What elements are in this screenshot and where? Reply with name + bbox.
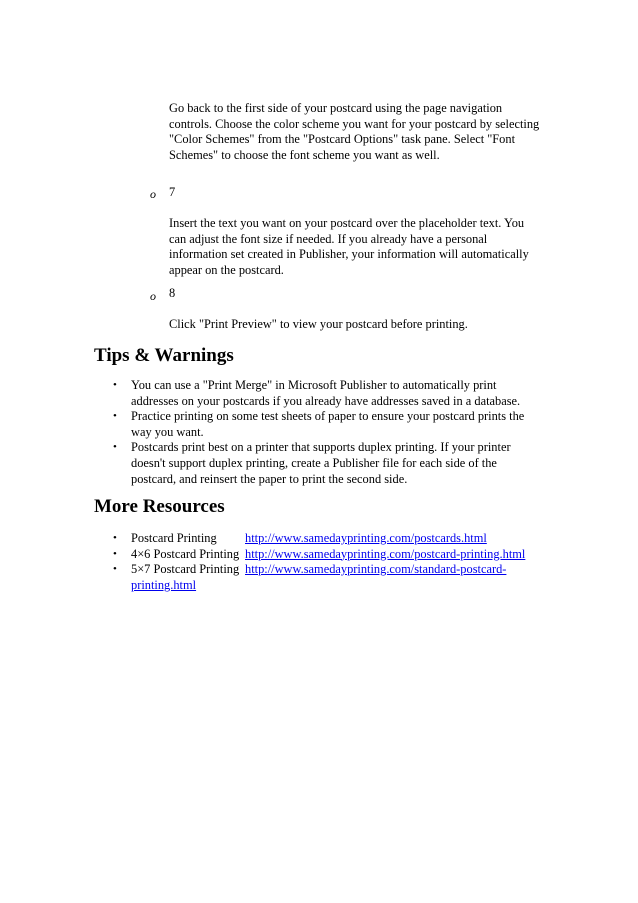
list-item bbox=[113, 547, 553, 563]
step-paragraph: Insert the text you want on your postcard over the placeholder text. You can adjust the font size if needed. If you already have a personal information set created in Publisher, your information will automatically appear on the postcard. bbox=[169, 216, 529, 277]
resource-label: Postcard Printing bbox=[131, 531, 217, 545]
list-item bbox=[113, 531, 553, 547]
list-item bbox=[113, 562, 553, 593]
list-item bbox=[113, 409, 553, 440]
resource-link[interactable]: http://www.samedayprinting.com/postcards.html bbox=[245, 531, 487, 545]
resource-link[interactable]: http://www.samedayprinting.com/standard-postcard- printing.html bbox=[131, 562, 507, 592]
bullet-icon: • bbox=[113, 563, 117, 576]
resource-link[interactable]: http://www.samedayprinting.com/postcard-printing.html bbox=[245, 546, 526, 561]
resources-list bbox=[113, 531, 553, 593]
tip-text: You can use a "Print Merge" in Microsoft Publisher to automatically print addresses on your postcards if you already have addresses saved in a database. bbox=[131, 378, 521, 408]
step-bullet-icon: o bbox=[150, 289, 156, 303]
bullet-icon: • bbox=[113, 532, 117, 544]
resources-heading: More Resources bbox=[94, 496, 225, 517]
list-item bbox=[113, 378, 553, 409]
step-paragraph: Go back to the first side of your postcard using the page navigation controls. Choose the color scheme you want for your postcard by selecting "Color Schemes" from the "Postcard Options" task pane. Select "Font Schemes" to choose the font scheme you want as well. bbox=[169, 101, 540, 162]
tips-list bbox=[113, 378, 553, 487]
bullet-icon: • bbox=[113, 410, 117, 423]
resource-label: 5×7 Postcard Printing bbox=[131, 562, 240, 577]
tip-text: Postcards print best on a printer that supports duplex printing. If your printer doesn't support duplex printing, create a Publisher file for each side of the postcard, and reinsert the paper to print the second side. bbox=[131, 440, 511, 486]
resource-label: 4×6 Postcard Printing bbox=[131, 546, 240, 561]
bullet-icon: • bbox=[113, 547, 117, 560]
bullet-icon: • bbox=[113, 379, 117, 391]
step-number: 7 bbox=[169, 185, 176, 199]
tip-text: Practice printing on some test sheets of paper to ensure your postcard prints the way you want. bbox=[131, 409, 525, 439]
tips-heading: Tips & Warnings bbox=[94, 345, 234, 366]
list-item bbox=[113, 440, 553, 487]
step-paragraph: Click "Print Preview" to view your postcard before printing. bbox=[169, 317, 468, 331]
bullet-icon: • bbox=[113, 441, 117, 454]
step-number: 8 bbox=[169, 286, 176, 300]
step-bullet-icon: o bbox=[150, 187, 156, 201]
